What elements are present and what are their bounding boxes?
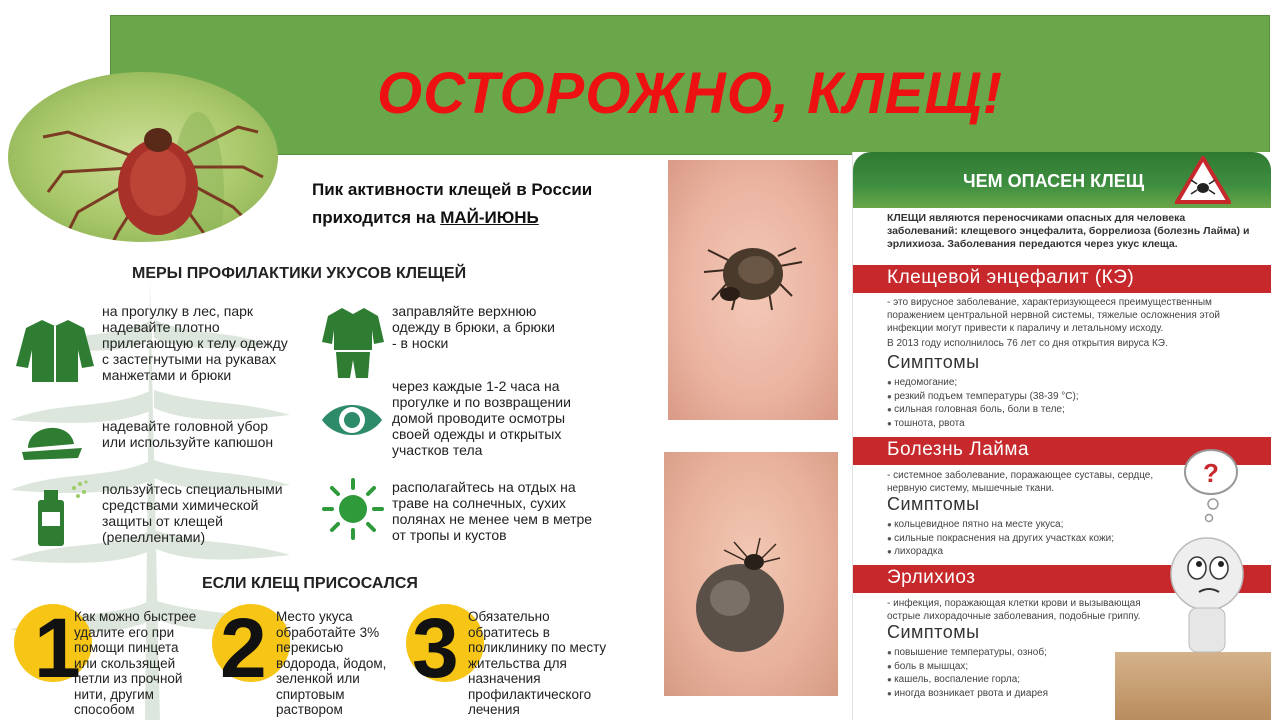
eye-icon bbox=[320, 398, 384, 442]
measure-item-inspection: через каждые 1-2 часа на прогулке и по возвращении домой проводите осмотры своей одежды и открытых участков тела bbox=[392, 378, 571, 458]
wooden-shelf bbox=[1115, 652, 1271, 720]
disease-2-desc: - системное заболевание, поражающее суставы, сердце, нервную систему, мышечные ткани. bbox=[887, 470, 1154, 494]
jacket-icon bbox=[14, 316, 96, 384]
measures-heading: МЕРЫ ПРОФИЛАКТИКИ УКУСОВ КЛЕЩЕЙ bbox=[132, 265, 467, 282]
cap-icon bbox=[20, 414, 86, 462]
warning-tick-icon bbox=[1175, 156, 1231, 204]
disease-3-desc: - инфекция, поражающая клетки крови и вызывающая острые лихорадочные заболевания, подобные гриппу. bbox=[887, 598, 1141, 622]
tick-photo-2-illustration bbox=[664, 452, 838, 696]
panel-title: ЧЕМ ОПАСЕН КЛЕЩ bbox=[963, 171, 1145, 191]
svg-text:?: ? bbox=[1203, 458, 1219, 488]
symptom-item: ● повышение температуры, озноб; bbox=[887, 646, 1117, 660]
attached-heading: ЕСЛИ КЛЕЩ ПРИСОСАЛСЯ bbox=[202, 575, 418, 592]
disease-2-title: Болезнь Лайма bbox=[887, 439, 1030, 460]
repellent-spray-icon bbox=[34, 478, 90, 548]
thinking-character-icon bbox=[1153, 442, 1269, 662]
disease-1-symptoms-label: Симптомы bbox=[887, 352, 980, 372]
page-title: ОСТОРОЖНО, КЛЕЩ! bbox=[376, 61, 1004, 126]
tick-illustration bbox=[8, 72, 278, 242]
step-2-text: Место укуса обработайте 3% перекисью водорода, йодом, зеленкой или спиртовым раствором bbox=[276, 609, 387, 717]
peak-line-2 bbox=[312, 204, 592, 232]
tick-on-skin-photo-2 bbox=[664, 452, 838, 696]
symptom-item: ● боль в мышцах; bbox=[887, 660, 1117, 674]
symptom-item: ● кольцевидное пятно на месте укуса; bbox=[887, 518, 1187, 532]
symptom-item: ● сильная головная боль, боли в теле; bbox=[887, 403, 1187, 417]
disease-1-symptoms bbox=[887, 376, 1187, 430]
header-banner bbox=[110, 15, 1270, 155]
disease-1-note: В 2013 году исполнилось 76 лет со дня открытия вируса КЭ. bbox=[887, 338, 1168, 349]
symptom-item: ● недомогание; bbox=[887, 376, 1187, 390]
disease-3-title: Эрлихиоз bbox=[887, 567, 976, 588]
tick-photo-1-illustration bbox=[668, 160, 838, 420]
step-1-number: 1 bbox=[34, 601, 81, 695]
step-3-text: Обязательно обратитесь в поликлинику по месту жительства для назначения профилактического лечения bbox=[468, 609, 607, 717]
step-2-number: 2 bbox=[220, 601, 267, 695]
symptom-item: ● иногда возникает рвота и диарея bbox=[887, 687, 1117, 701]
sun-icon bbox=[322, 478, 384, 540]
tick-photo bbox=[8, 72, 278, 242]
measure-item-headwear: надевайте головной убор или используйте капюшон bbox=[102, 418, 274, 450]
disease-2-symptoms bbox=[887, 518, 1187, 559]
disease-1-desc: - это вирусное заболевание, характеризующееся преимущественным поражением центральной нервной системы, тяжелые осложнения этой инфекции могут привести к параличу и летальному исходу. bbox=[887, 297, 1221, 334]
tick-on-skin-photo-1 bbox=[668, 160, 838, 420]
measure-item-tuck: заправляйте верхнюю одежду в брюки, а брюки - в носки bbox=[392, 303, 555, 351]
symptom-item: ● кашель, воспаление горла; bbox=[887, 673, 1117, 687]
peak-line-1: Пик активности клещей в России bbox=[312, 180, 593, 199]
peak-activity bbox=[312, 176, 592, 232]
peak-months: МАЙ-ИЮНЬ bbox=[440, 208, 539, 227]
panel-header bbox=[853, 152, 1271, 208]
measure-item-clothing: на прогулку в лес, парк надевайте плотно прилегающую к телу одежду с застегнутыми на рукавах манжетами и брюки bbox=[102, 303, 288, 383]
step-1-text: Как можно быстрее удалите его при помощи пинцета или скользящей петли из прочной нити, другим способом bbox=[74, 609, 197, 717]
panel-intro: КЛЕЩИ являются переносчиками опасных для человека заболеваний: клещевого энцефалита, боррелиоза (болезнь Лайма) и эрлихиоза. Заболевания передаются через укус клеща. bbox=[887, 212, 1250, 250]
disease-1-title: Клещевой энцефалит (КЭ) bbox=[887, 267, 1135, 288]
symptom-item: ● тошнота, рвота bbox=[887, 417, 1187, 431]
measure-item-repellent: пользуйтесь специальными средствами химической защиты от клещей (репеллентами) bbox=[102, 481, 283, 545]
symptom-item: ● сильные покраснения на других участках кожи; bbox=[887, 532, 1187, 546]
disease-3-symptoms bbox=[887, 646, 1117, 700]
danger-panel bbox=[852, 152, 1270, 720]
peak-prefix: приходится на bbox=[312, 208, 441, 227]
symptom-item: ● лихорадка bbox=[887, 545, 1187, 559]
measure-item-rest: располагайтесь на отдых на траве на солнечных, сухих полянах не менее чем в метре от тропы и кустов bbox=[392, 479, 593, 543]
tucked-clothes-icon bbox=[320, 306, 386, 380]
disease-3-symptoms-label: Симптомы bbox=[887, 622, 980, 642]
symptom-item: ● резкий подъем температуры (38-39 °С); bbox=[887, 390, 1187, 404]
step-3-number: 3 bbox=[412, 601, 459, 695]
disease-1-bar bbox=[853, 265, 1271, 293]
disease-2-symptoms-label: Симптомы bbox=[887, 494, 980, 514]
